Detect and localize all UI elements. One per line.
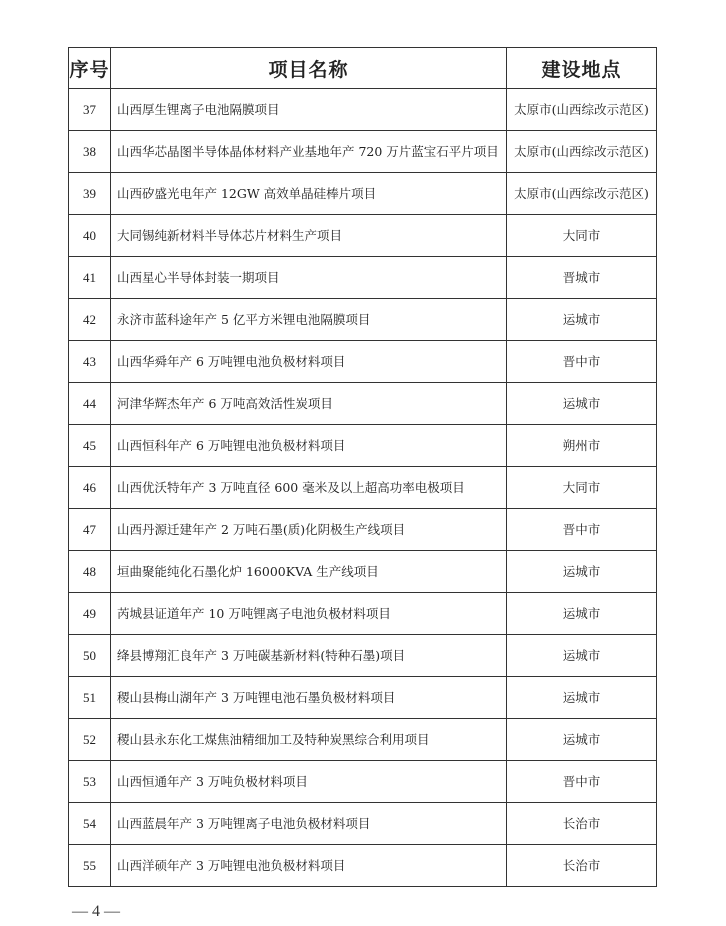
row-project-name: 山西丹源迁建年产 2 万吨石墨(质)化阴极生产线项目 (111, 509, 507, 551)
row-location: 运城市 (507, 635, 657, 677)
row-seq: 50 (69, 635, 111, 677)
row-location: 晋中市 (507, 761, 657, 803)
row-project-name: 山西厚生锂离子电池隔膜项目 (111, 89, 507, 131)
row-location: 大同市 (507, 467, 657, 509)
table-row (69, 677, 657, 719)
row-seq: 49 (69, 593, 111, 635)
row-project-name: 山西恒通年产 3 万吨负极材料项目 (111, 761, 507, 803)
row-seq: 46 (69, 467, 111, 509)
row-location: 大同市 (507, 215, 657, 257)
row-project-name: 山西星心半导体封装一期项目 (111, 257, 507, 299)
row-seq: 54 (69, 803, 111, 845)
row-location: 运城市 (507, 719, 657, 761)
table-row (69, 467, 657, 509)
row-location: 晋城市 (507, 257, 657, 299)
row-project-name: 山西优沃特年产 3 万吨直径 600 毫米及以上超高功率电极项目 (111, 467, 507, 509)
row-seq: 44 (69, 383, 111, 425)
row-location: 运城市 (507, 551, 657, 593)
row-location: 太原市(山西综改示范区) (507, 131, 657, 173)
table-row (69, 803, 657, 845)
row-seq: 39 (69, 173, 111, 215)
row-seq: 38 (69, 131, 111, 173)
row-project-name: 山西华舜年产 6 万吨锂电池负极材料项目 (111, 341, 507, 383)
row-location: 晋中市 (507, 509, 657, 551)
row-location: 太原市(山西综改示范区) (507, 89, 657, 131)
project-table-container (68, 47, 656, 887)
row-project-name: 芮城县证道年产 10 万吨锂离子电池负极材料项目 (111, 593, 507, 635)
table-row (69, 509, 657, 551)
row-seq: 51 (69, 677, 111, 719)
row-project-name: 山西矽盛光电年产 12GW 高效单晶硅棒片项目 (111, 173, 507, 215)
page-number: — 4 — (72, 903, 120, 920)
row-seq: 53 (69, 761, 111, 803)
row-project-name: 稷山县永东化工煤焦油精细加工及特种炭黑综合利用项目 (111, 719, 507, 761)
row-seq: 37 (69, 89, 111, 131)
table-row (69, 383, 657, 425)
row-project-name: 垣曲聚能纯化石墨化炉 16000KVA 生产线项目 (111, 551, 507, 593)
row-location: 晋中市 (507, 341, 657, 383)
table-row (69, 593, 657, 635)
row-location: 太原市(山西综改示范区) (507, 173, 657, 215)
table-row (69, 425, 657, 467)
table-row (69, 257, 657, 299)
row-location: 运城市 (507, 299, 657, 341)
table-header-row (69, 48, 657, 89)
table-row (69, 635, 657, 677)
row-seq: 48 (69, 551, 111, 593)
row-project-name: 河津华辉杰年产 6 万吨高效活性炭项目 (111, 383, 507, 425)
row-project-name: 永济市蓝科途年产 5 亿平方米锂电池隔膜项目 (111, 299, 507, 341)
row-seq: 55 (69, 845, 111, 887)
table-row (69, 173, 657, 215)
row-location: 运城市 (507, 593, 657, 635)
table-row (69, 89, 657, 131)
header-location: 建设地点 (507, 48, 657, 89)
row-location: 运城市 (507, 677, 657, 719)
row-seq: 41 (69, 257, 111, 299)
row-location: 长治市 (507, 803, 657, 845)
table-row (69, 131, 657, 173)
row-project-name: 山西华芯晶图半导体晶体材料产业基地年产 720 万片蓝宝石平片项目 (111, 131, 507, 173)
row-seq: 43 (69, 341, 111, 383)
header-seq: 序号 (69, 48, 111, 89)
table-row (69, 761, 657, 803)
table-row (69, 719, 657, 761)
row-seq: 45 (69, 425, 111, 467)
row-project-name: 稷山县梅山湖年产 3 万吨锂电池石墨负极材料项目 (111, 677, 507, 719)
row-location: 朔州市 (507, 425, 657, 467)
row-seq: 47 (69, 509, 111, 551)
row-location: 长治市 (507, 845, 657, 887)
row-project-name: 山西蓝晨年产 3 万吨锂离子电池负极材料项目 (111, 803, 507, 845)
table-row (69, 299, 657, 341)
table-row (69, 845, 657, 887)
row-project-name: 绛县博翔汇良年产 3 万吨碳基新材料(特种石墨)项目 (111, 635, 507, 677)
row-location: 运城市 (507, 383, 657, 425)
table-row (69, 341, 657, 383)
row-project-name: 大同锡纯新材料半导体芯片材料生产项目 (111, 215, 507, 257)
row-seq: 52 (69, 719, 111, 761)
table-row (69, 551, 657, 593)
table-row (69, 215, 657, 257)
header-name: 项目名称 (111, 48, 507, 89)
row-seq: 42 (69, 299, 111, 341)
row-project-name: 山西恒科年产 6 万吨锂电池负极材料项目 (111, 425, 507, 467)
row-seq: 40 (69, 215, 111, 257)
table-body (69, 89, 657, 887)
row-project-name: 山西洋硕年产 3 万吨锂电池负极材料项目 (111, 845, 507, 887)
project-table (68, 47, 657, 887)
